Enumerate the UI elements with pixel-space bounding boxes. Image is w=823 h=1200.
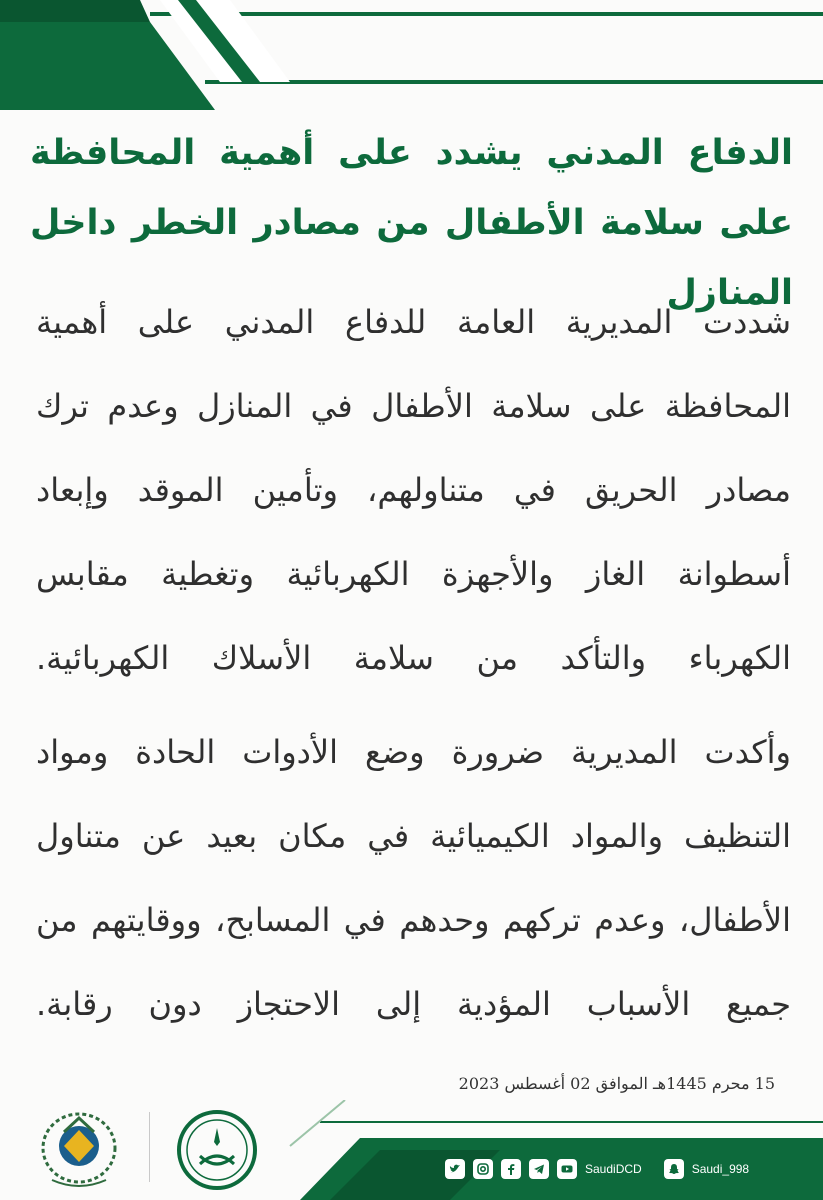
civil-defense-emblem [34, 1108, 124, 1194]
snapchat-icon[interactable] [664, 1159, 684, 1179]
youtube-icon[interactable] [557, 1159, 577, 1179]
instagram-icon[interactable] [473, 1159, 493, 1179]
social-media-row [445, 1156, 749, 1182]
snapchat-handle[interactable]: Saudi_998 [691, 1162, 750, 1176]
publication-date: 15 محرم 1445هـ الموافق 02 أغسطس 2023 [458, 1074, 775, 1093]
ministry-emblem [176, 1108, 258, 1192]
facebook-icon[interactable] [501, 1159, 521, 1179]
emblem-divider [149, 1112, 150, 1182]
social-handle[interactable]: SaudiDCD [585, 1162, 642, 1176]
telegram-icon[interactable] [529, 1159, 549, 1179]
body-paragraph-2: وأكدت المديرية ضرورة وضع الأدوات الحادة ومواد التنظيف والمواد الكيميائية في مكان بعيد عن متناول الأطفال، وعدم تركهم وحدهم في المسابح، ووقايتهم من جميع الأسباب المؤدية إلى الاحتجاز دون رقابة. [36, 733, 791, 1023]
body-paragraph-1: شددت المديرية العامة للدفاع المدني على أهمية المحافظة على سلامة الأطفال في المنازل وعدم ترك مصادر الحريق في متناولهم، وتأمين الموقد وإبعاد أسطوانة الغاز والأجهزة الكهربائية وتغطية مقابس الكهرباء والتأكد من سلامة الأسلاك الكهربائية. [36, 303, 791, 677]
headline: الدفاع المدني يشدد على أهمية المحافظة على سلامة الأطفال من مصادر الخطر داخل المنازل [30, 133, 793, 313]
twitter-icon[interactable] [445, 1159, 465, 1179]
top-decorative-band [0, 0, 823, 110]
